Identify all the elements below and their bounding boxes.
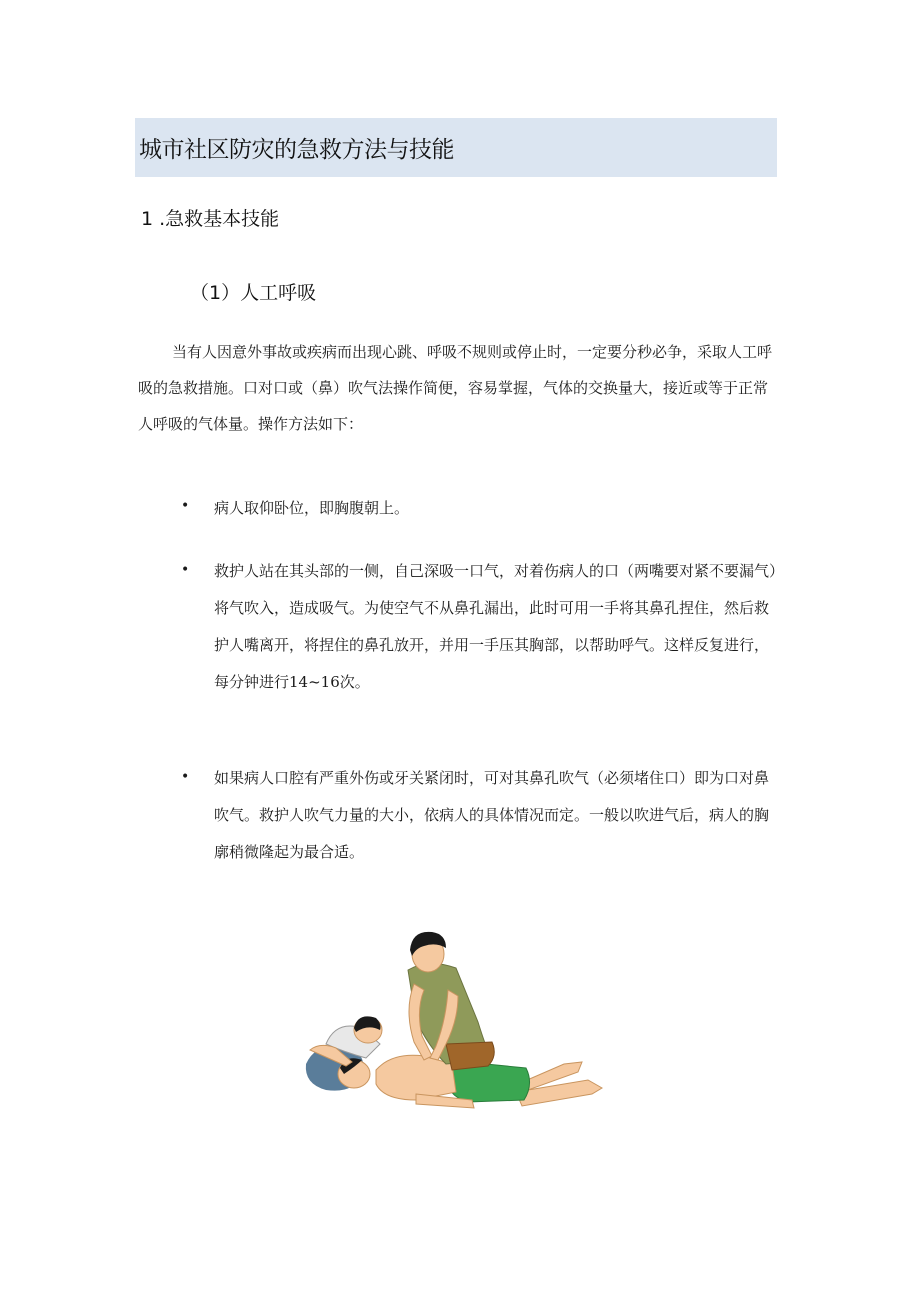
intro-paragraph: 当有人因意外事故或疾病而出现心跳、呼吸不规则或停止时，一定要分秒必争，采取人工呼吸的急救措施。口对口或（鼻）吹气法操作简便，容易掌握，气体的交换量大，接近或等于正常人呼吸的气体量。操作方法如下： (138, 343, 773, 433)
list-item-step-2: 救护人站在其头部的一侧，自己深吸一口气，对着伤病人的口（两嘴要对紧不要漏气）将气吹入，造成吸气。为使空气不从鼻孔漏出，此时可用一手将其鼻孔捏住，然后救护人嘴离开，将捏住的鼻孔放开，并用一手压其胸部，以帮助呼气。这样反复进行，每分钟进行14~16次。 (214, 562, 777, 691)
list-item-step-1: 病人取仰卧位，即胸腹朝上。 (214, 499, 410, 517)
section-heading: 1 .急救基本技能 (141, 208, 280, 230)
list-item-step-3: 如果病人口腔有严重外伤或牙关紧闭时，可对其鼻孔吹气（必须堵住口）即为口对鼻吹气。救护人吹气力量的大小，依病人的具体情况而定。一般以吹进气后，病人的胸廓稍微隆起为最合适。 (214, 769, 770, 861)
document-title-bar (135, 118, 777, 177)
bullet-icon: • (181, 562, 190, 578)
document-title: 城市社区防灾的急救方法与技能 (139, 137, 454, 163)
bullet-icon: • (181, 769, 190, 785)
subsection-heading: （1）人工呼吸 (190, 282, 317, 304)
bullet-icon: • (181, 498, 190, 514)
cpr-illustration (296, 924, 616, 1114)
